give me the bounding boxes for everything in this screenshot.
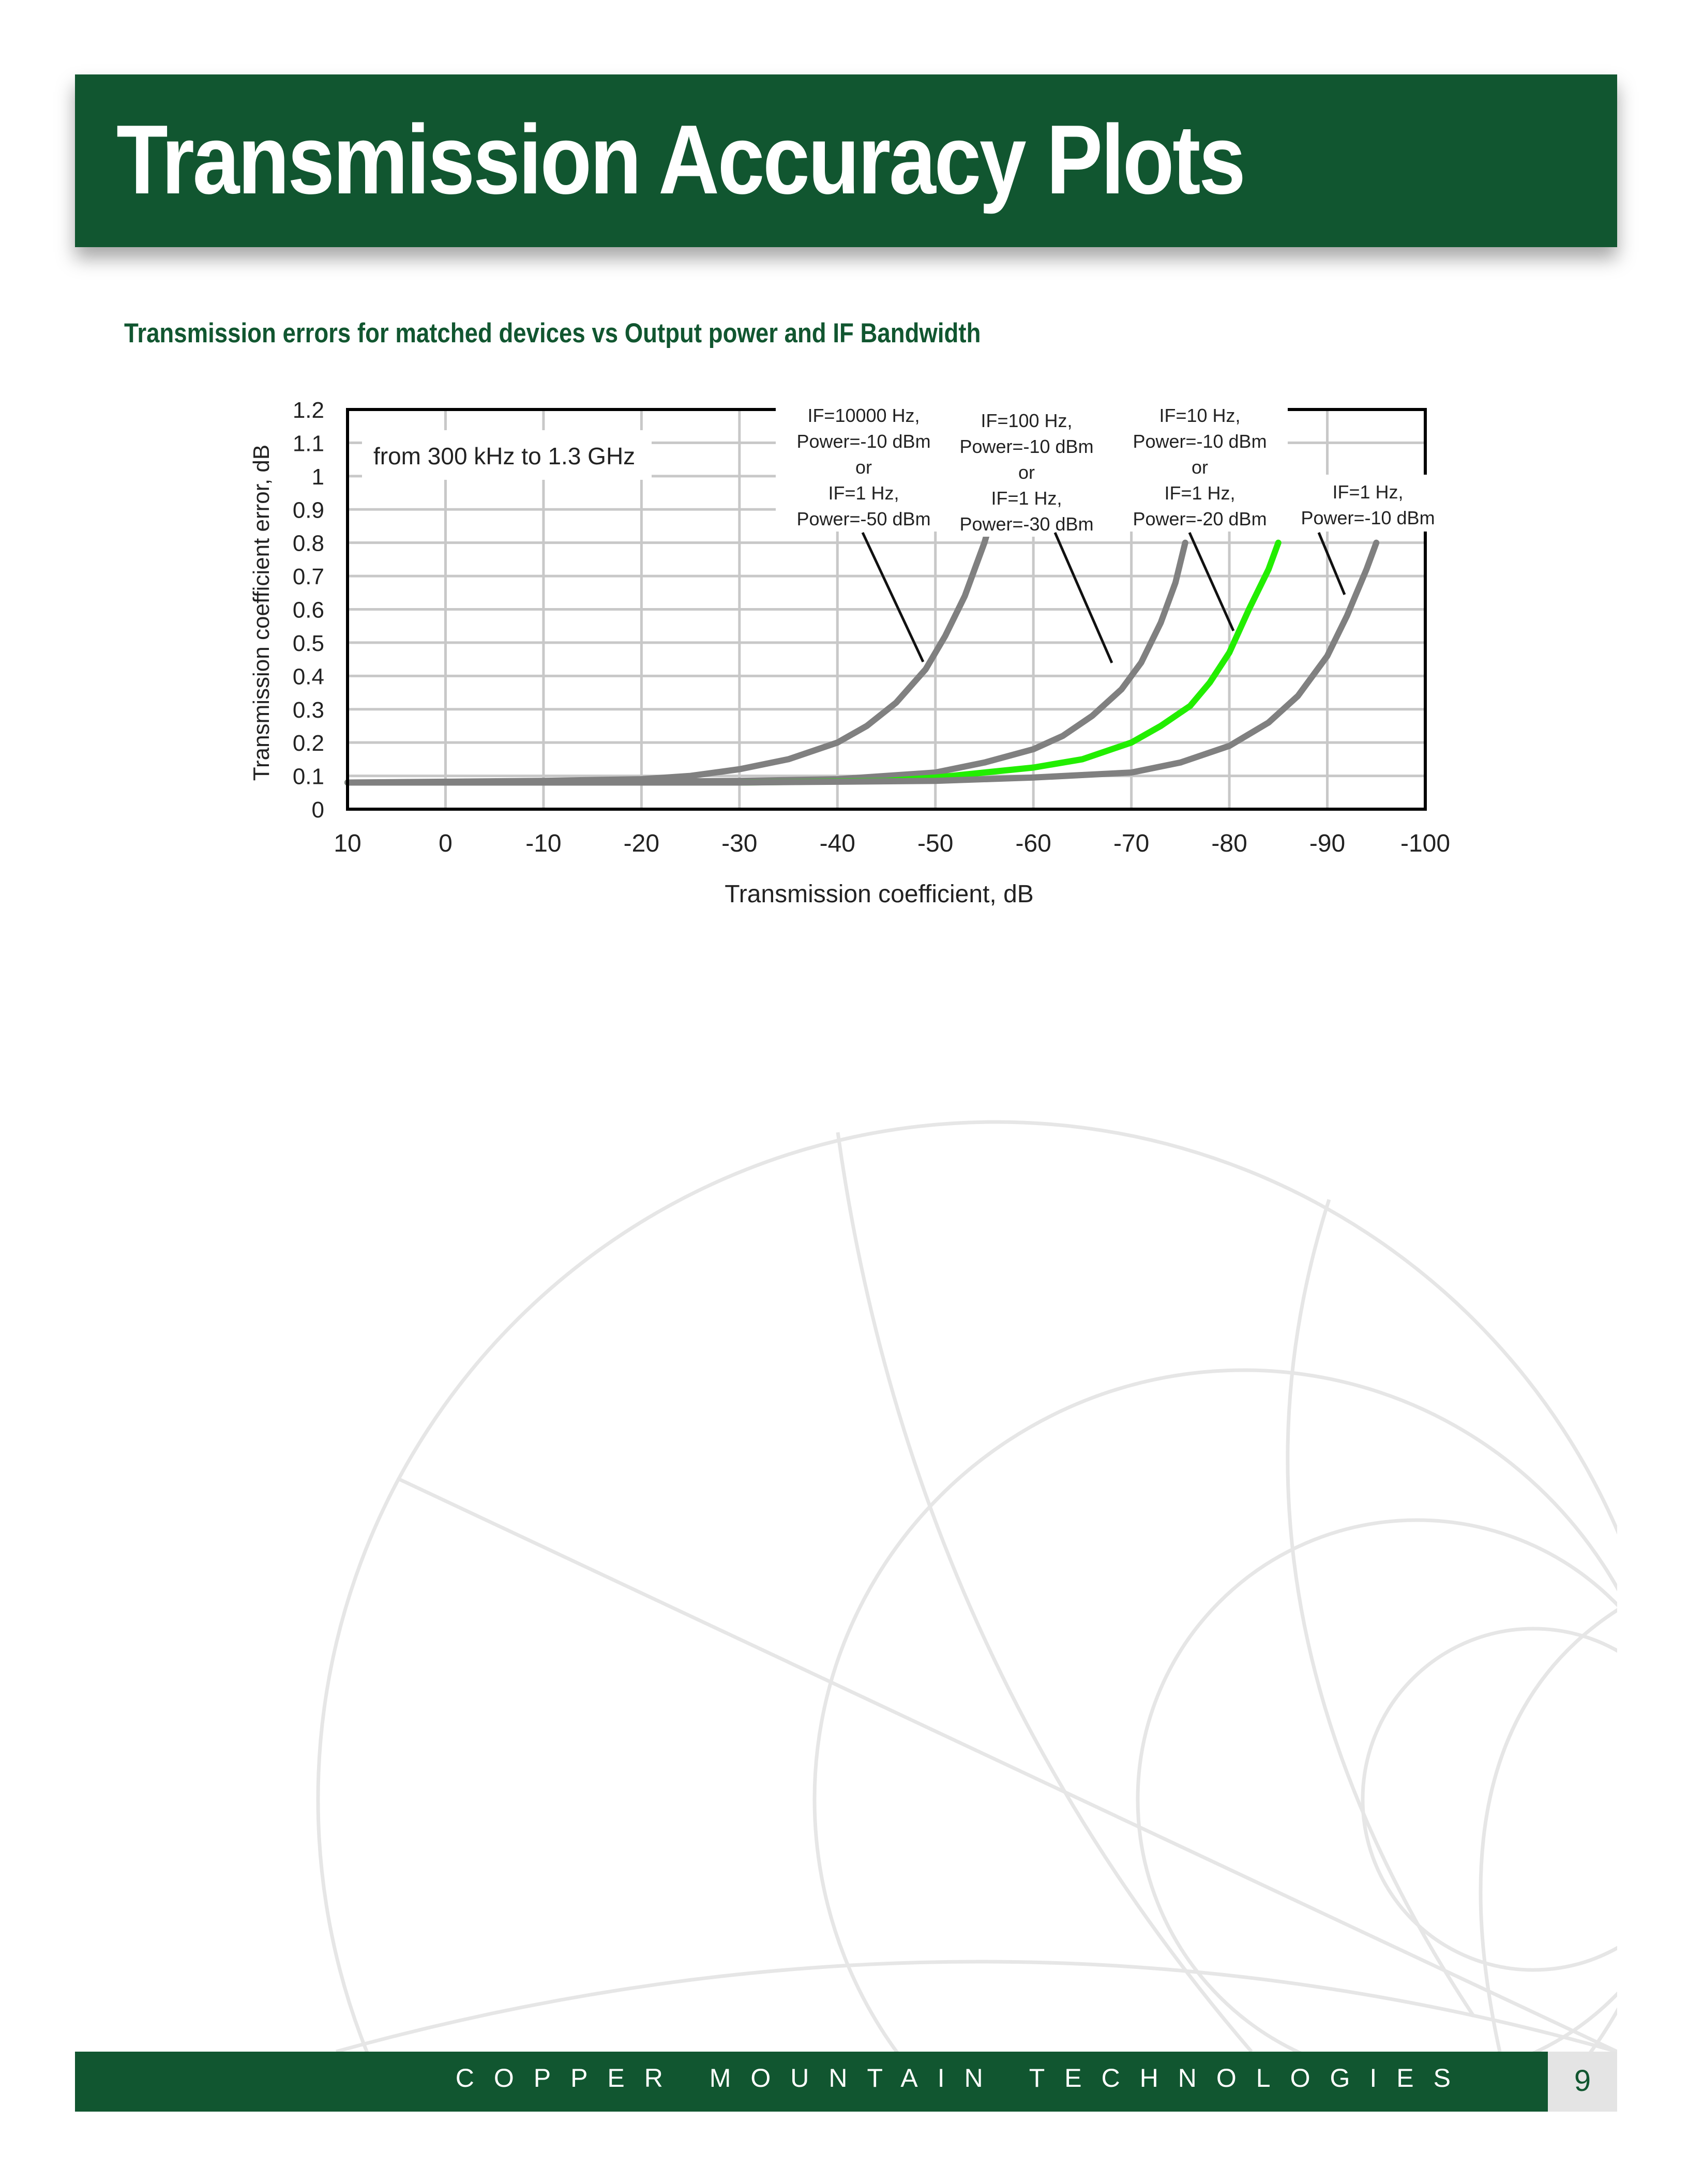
series-label-line: or	[1191, 457, 1209, 478]
x-tick-label: -90	[1309, 830, 1346, 857]
x-tick-label: -70	[1113, 830, 1150, 857]
series-label-line: Power=-20 dBm	[1133, 508, 1267, 529]
y-tick-label: 0.1	[292, 764, 324, 790]
series-label-line: Power=-30 dBm	[959, 513, 1094, 535]
series-label-line: or	[1018, 462, 1035, 483]
y-tick-label: 1.2	[292, 398, 324, 423]
page-title: Transmission Accuracy Plots	[116, 105, 1244, 215]
page-number: 9	[1574, 2064, 1591, 2098]
x-tick-label: -30	[721, 830, 758, 857]
y-tick-label: 0.3	[292, 697, 324, 723]
series-label-line: IF=10000 Hz,	[807, 405, 920, 426]
x-tick-label: -40	[819, 830, 855, 857]
footer-brand: COPPER MOUNTAIN TECHNOLOGIES	[455, 2064, 1470, 2092]
series-line-1	[348, 526, 989, 783]
y-tick-label: 1.1	[292, 431, 324, 457]
series-label-line: IF=1 Hz,	[991, 488, 1062, 509]
series-label-line: Power=-10 dBm	[1301, 507, 1435, 528]
y-tick-label: 0.5	[292, 630, 324, 656]
range-annotation: from 300 kHz to 1.3 GHz	[373, 443, 636, 469]
y-tick-label: 0.7	[292, 564, 324, 590]
chart-series	[348, 526, 1376, 783]
y-axis-label: Transmission coefficient error, dB	[249, 444, 274, 781]
x-tick-label: -80	[1211, 830, 1247, 857]
callout-leader-line	[1189, 533, 1233, 631]
y-tick-label: 0.6	[292, 597, 324, 623]
series-label-line: IF=1 Hz,	[1332, 481, 1404, 503]
y-tick-label: 1	[311, 464, 324, 490]
x-axis-label: Transmission coefficient, dB	[725, 881, 1034, 908]
series-label-line: Power=-10 dBm	[1133, 431, 1267, 452]
x-tick-label: -10	[525, 830, 562, 857]
series-label-line: or	[855, 457, 872, 478]
series-label-line: Power=-10 dBm	[959, 436, 1094, 457]
y-tick-label: 0.8	[292, 530, 324, 556]
series-label-line: IF=1 Hz,	[828, 482, 899, 504]
x-tick-label: -50	[917, 830, 954, 857]
series-label-line: IF=1 Hz,	[1164, 482, 1235, 504]
x-tick-label: -100	[1400, 830, 1451, 857]
series-label-line: IF=100 Hz,	[981, 410, 1073, 431]
y-tick-label: 0.2	[292, 731, 324, 756]
series-line-2	[348, 543, 1185, 783]
y-tick-label: 0.4	[292, 664, 324, 690]
chart-callouts	[776, 398, 1456, 663]
x-tick-label: 0	[439, 830, 453, 857]
chart-subtitle: Transmission errors for matched devices vs Output power and IF Bandwidth	[124, 318, 981, 348]
x-tick-label: -20	[623, 830, 660, 857]
y-tick-label: 0.9	[292, 497, 324, 523]
x-tick-label: -60	[1015, 830, 1051, 857]
footer-band	[75, 2052, 1548, 2112]
series-label-line: Power=-50 dBm	[796, 508, 931, 529]
y-tick-label: 0	[311, 797, 324, 823]
x-tick-label: 10	[334, 830, 361, 857]
series-label-line: Power=-10 dBm	[796, 431, 931, 452]
series-label-line: IF=10 Hz,	[1159, 405, 1241, 426]
page-number-box	[1548, 2052, 1617, 2112]
